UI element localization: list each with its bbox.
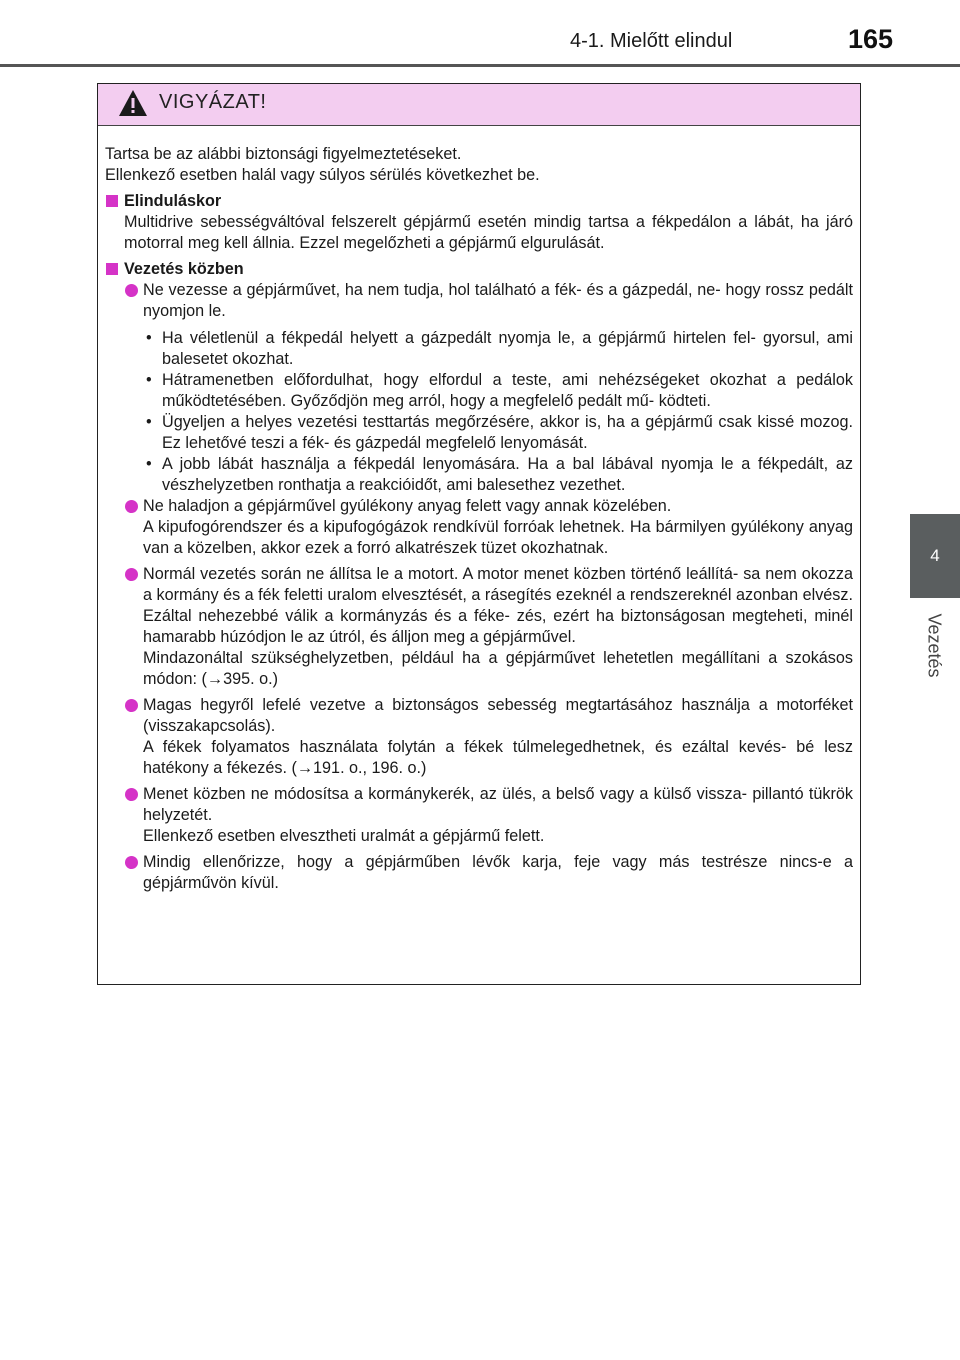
circle-bullet-icon	[125, 856, 138, 869]
sub-list	[105, 328, 853, 496]
sub-list-item: • Hátramenetben előfordulhat, hogy elfordul a teste, ami nehézségeket okozhat a pedálok működtetésében. Győződjön meg arról, hogy a megfelelő pedált mű- ködteti.	[146, 371, 853, 410]
circle-bullet-icon	[125, 500, 138, 513]
list-item: Menet közben ne módosítsa a kormánykerék, az ülés, a belső vagy a külső vissza- pillantó tükrök helyzetét. Ellenkező esetben elvesztheti uralmát a gépjármű felett.	[105, 784, 853, 847]
list-item: Normál vezetés során ne állítsa le a motort. A motor menet közben történő leállítá- sa nem okozza a kormány és a fék feletti uralom elvesztését, a rásegítés ezeknél a rendszereknél azonban elvész. Ezáltal nehezebbé válik a kormányzás és a féke- zés, ezért ha biztonságosan megteheti, minél hamarabb húzódjon le az útról, és álljon meg a gépjárművel. Mindazonáltal szükséghelyzetben, például ha a gépjárművet lehetetlen megállítani a szokásos módon: (→395. o.)	[105, 564, 853, 690]
section-heading-start: Elinduláskor	[105, 191, 853, 212]
warning-triangle-icon	[118, 89, 148, 117]
warning-content	[105, 144, 853, 894]
chapter-label	[914, 600, 954, 690]
chapter-name: Vezetés	[924, 612, 945, 678]
section-title: 4-1. Mielőtt elindul	[570, 30, 733, 52]
warning-box	[97, 83, 861, 985]
chapter-number: 4	[930, 546, 940, 565]
circle-bullet-icon	[125, 788, 138, 801]
square-bullet-icon	[106, 263, 118, 275]
page-header	[0, 0, 960, 70]
list-item: Magas hegyről lefelé vezetve a biztonságos sebesség megtartásához használja a motorféket (visszakapcsolás). A fékek folyamatos használata folytán a fékek túlmelegedhetnek, és ezáltal kevés- bé lesz hatékony a fékezés. (→191. o., 196. o.)	[105, 695, 853, 779]
sub-list-item: • Ügyeljen a helyes vezetési testtartás megőrzésére, akkor is, ha a gépjármű csak kissé mozog. Ez lehetővé teszi a fék- és gázpedál megfelelő lenyomását.	[146, 413, 853, 452]
intro-line: Ellenkező esetben halál vagy súlyos sérülés következhet be.	[105, 166, 540, 184]
circle-bullet-icon	[125, 284, 138, 297]
sub-list-item: • A jobb lábát használja a fékpedál lenyomására. Ha a bal lábával nyomja le a fékpedált, az vészhelyzetben ronthatja a reakcióidőt, ami balesethez vezethet.	[146, 455, 853, 494]
section-heading-driving: Vezetés közben	[105, 259, 853, 280]
warning-header	[98, 84, 860, 126]
chapter-tab	[910, 514, 960, 598]
circle-bullet-icon	[125, 568, 138, 581]
header-divider	[0, 64, 960, 67]
sub-list-item: • Ha véletlenül a fékpedál helyett a gázpedált nyomja le, a gépjármű hirtelen fel- gyorsul, ami balesetet okozhat.	[146, 329, 853, 368]
list-item: Ne vezesse a gépjárművet, ha nem tudja, hol található a fék- és a gázpedál, ne- hogy rossz pedált nyomjon le.	[105, 280, 853, 322]
start-text: Multidrive sebességváltóval felszerelt gépjármű esetén mindig tartsa a fékpedálon a lábát, ha járó motorral meg kell állnia. Ezzel megelőzheti a gépjármű elgurulását.	[124, 213, 853, 252]
list-item: Ne haladjon a gépjárművel gyúlékony anyag felett vagy annak közelében. A kipufogórendszer és a kipufogógázok rendkívül forróak lehetnek. Ha bármilyen gyúlékony anyag van a közelben, akkor ezek a forró alkatrészek tüzet okozhatnak.	[105, 496, 853, 559]
circle-bullet-icon	[125, 699, 138, 712]
intro-line: Tartsa be az alábbi biztonsági figyelmeztetéseket.	[105, 145, 462, 163]
square-bullet-icon	[106, 195, 118, 207]
list-item: Mindig ellenőrizze, hogy a gépjárműben lévők karja, feje vagy más testrésze nincs-e a gépjárművön kívül.	[105, 852, 853, 894]
warning-title: VIGYÁZAT!	[159, 91, 267, 113]
page-number: 165	[848, 24, 894, 54]
